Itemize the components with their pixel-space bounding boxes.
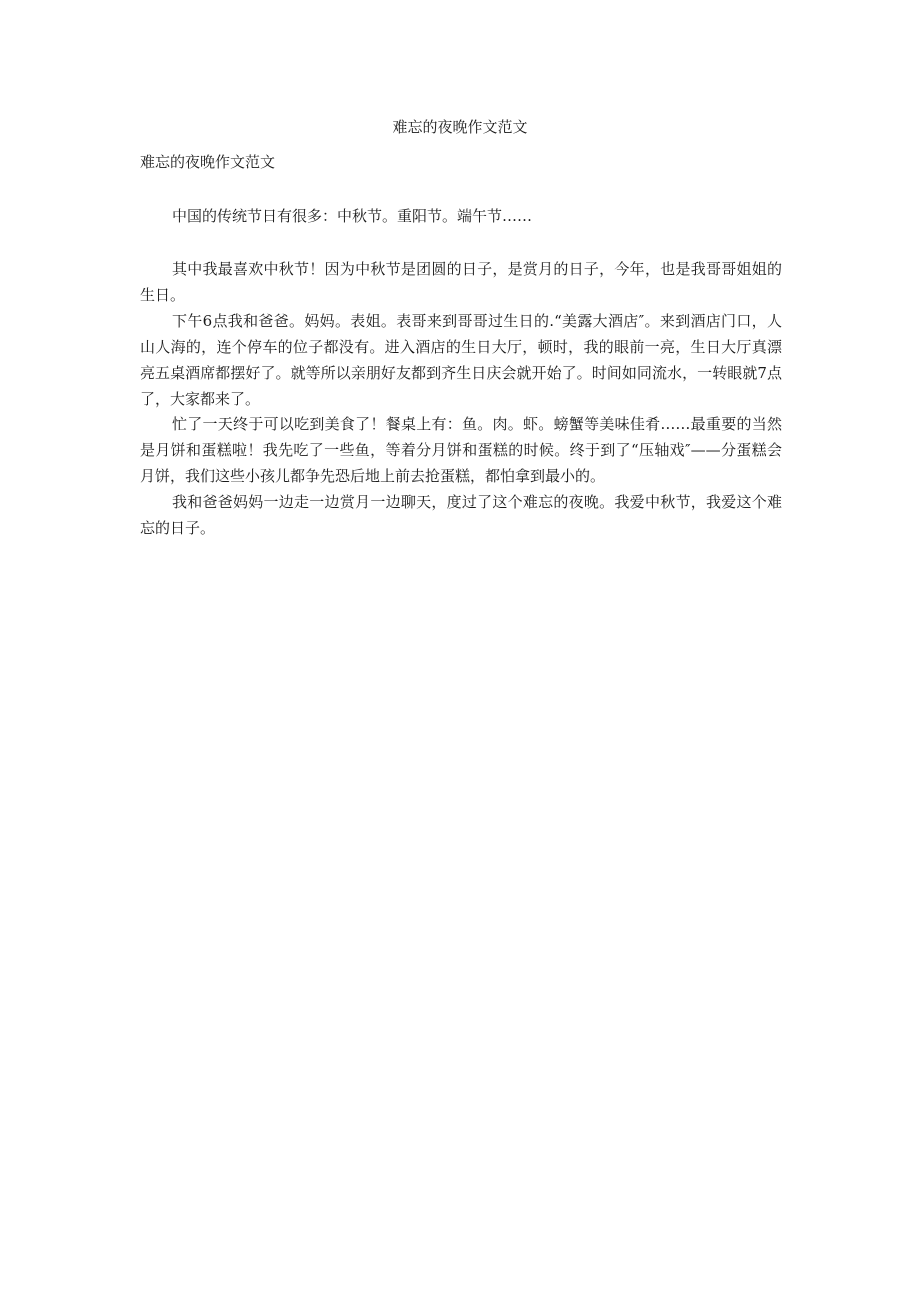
document-subtitle: 难忘的夜晚作文范文 [140, 153, 276, 171]
paragraph-2: 其中我最喜欢中秋节！因为中秋节是团圆的日子，是赏月的日子，今年，也是我哥哥姐姐的生日。 [140, 260, 782, 304]
document-title: 难忘的夜晚作文范文 [392, 118, 528, 136]
paragraph-5: 我和爸爸妈妈一边走一边赏月一边聊天，度过了这个难忘的夜晚。我爱中秋节，我爱这个难忘的日子。 [140, 493, 782, 537]
paragraph-1: 中国的传统节日有很多：中秋节。重阳节。端午节…… [172, 207, 533, 225]
paragraph-4: 忙了一天终于可以吃到美食了！餐桌上有：鱼。肉。虾。螃蟹等美味佳肴……最重要的当然是月饼和蛋糕啦！我先吃了一些鱼，等着分月饼和蛋糕的时候。终于到了“压轴戏″——分蛋糕会月饼，我们这些小孩儿都争先恐后地上前去抢蛋糕，都怕拿到最小的。 [140, 415, 782, 485]
paragraph-3: 下午6点我和爸爸。妈妈。表姐。表哥来到哥哥过生日的.“美露大酒店″。来到酒店门口，人山人海的，连个停车的位子都没有。进入酒店的生日大厅，顿时，我的眼前一亮，生日大厅真漂亮五桌酒席都摆好了。就等所以亲朋好友都到齐生日庆会就开始了。时间如同流水，一转眼就7点了，大家都来了。 [140, 312, 782, 408]
